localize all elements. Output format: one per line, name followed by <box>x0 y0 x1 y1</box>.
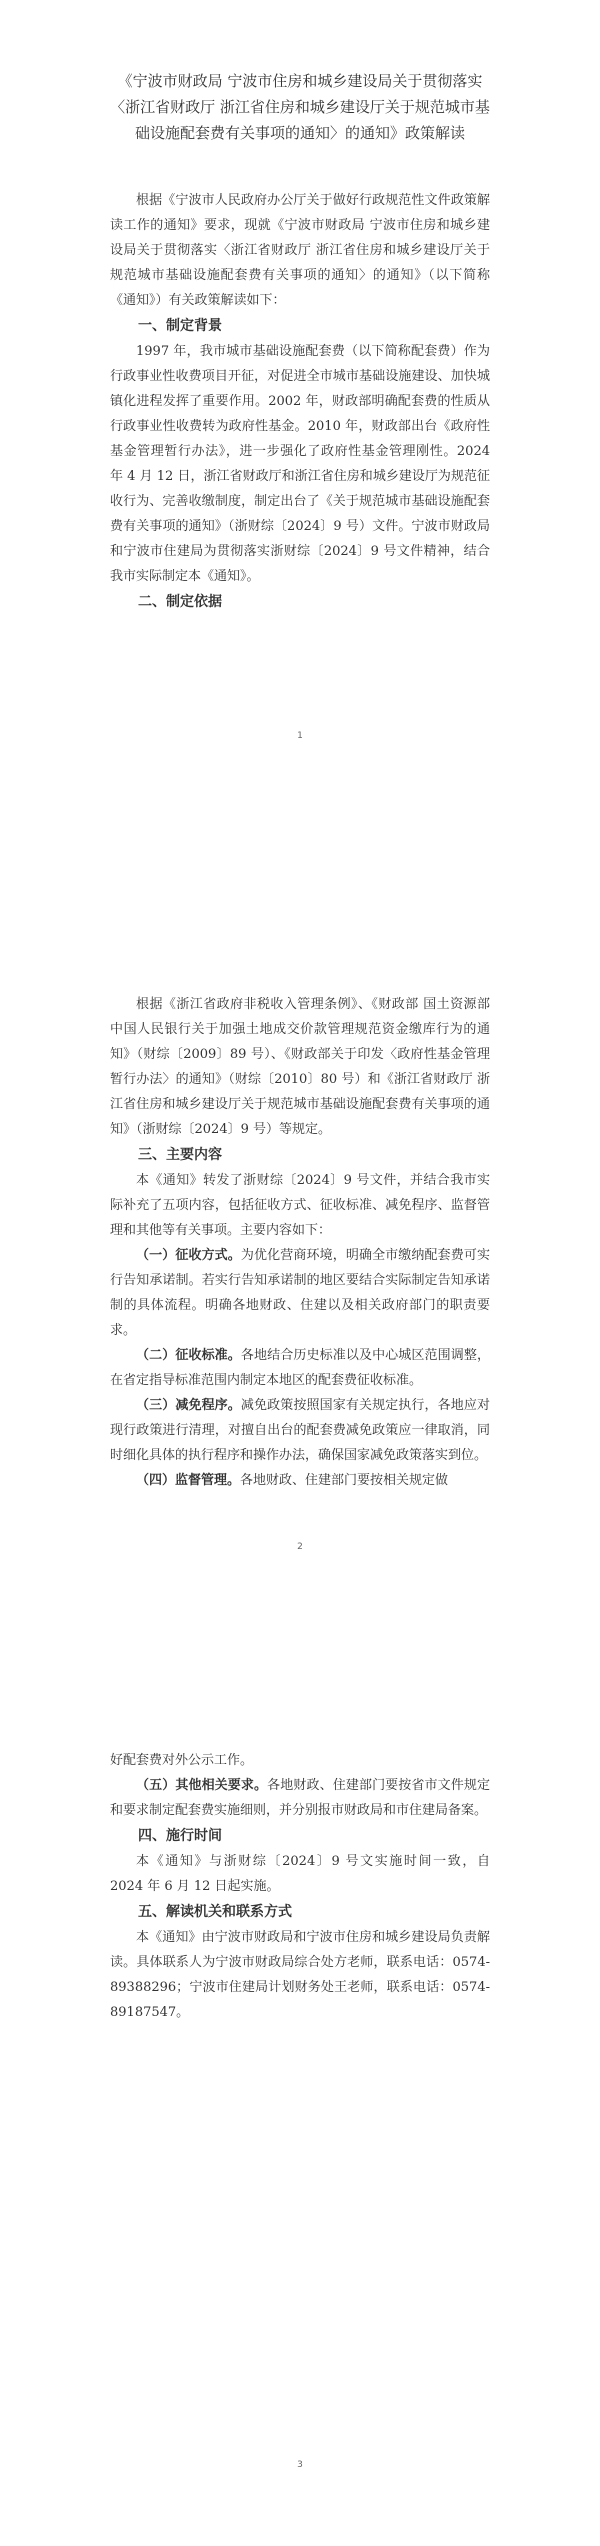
contact-paragraph: 本《通知》由宁波市财政局和宁波市住房和城乡建设局负责解读。具体联系人为宁波市财政局综合处方老师，联系电话：0574-89388296；宁波市住建局计划财务处王老师，联系电话：0574-89187547。 <box>110 1930 490 2020</box>
page-top-margin <box>110 826 490 992</box>
item-collection-method <box>110 1243 490 1343</box>
intro-paragraph: 根据《宁波市人民政府办公厅关于做好行政规范性文件政策解读工作的通知》要求，现就《宁波市财政局 宁波市住房和城乡建设局关于贯彻落实〈浙江省财政厅 浙江省住房和城乡建设厅关于规范城市基础设施配套费有关事项的通知〉的通知》（以下简称《通知》）有关政策解读如下： <box>110 193 490 308</box>
item-title-other-requirements: （五）其他相关要求。 <box>136 1778 268 1793</box>
effective-date-paragraph: 本《通知》与浙财综〔2024〕9 号文实施时间一致，自 2024 年 6 月 12 日起实施。 <box>110 1854 490 1894</box>
document-title: 《宁波市财政局 宁波市住房和城乡建设局关于贯彻落实〈浙江省财政厅 浙江省住房和城乡建设厅关于规范城市基础设施配套费有关事项的通知〉的通知》政策解读 <box>110 72 490 142</box>
section-heading-contact: 五、解读机关和联系方式 <box>138 1904 292 1920</box>
main-content-intro: 本《通知》转发了浙财综〔2024〕9 号文件，并结合我市实际补充了五项内容，包括征收方式、征收标准、减免程序、监督管理和其他等有关事项。主要内容如下： <box>110 1173 490 1238</box>
document-page-3 <box>0 1686 600 2546</box>
section-heading-main-content: 三、主要内容 <box>138 1147 222 1163</box>
page-top-margin <box>110 1686 490 1748</box>
item-collection-standard <box>110 1343 490 1393</box>
item-title-supervision: （四）监督管理。 <box>136 1473 241 1488</box>
item-exemption-procedure <box>110 1393 490 1468</box>
background-paragraph: 1997 年，我市城市基础设施配套费（以下简称配套费）作为行政事业性收费项目开征，对促进全市城市基础设施建设、加快城镇化进程发挥了重要作用。2002 年，财政部明确配套费的性质从行政事业性收费转为政府性基金。2010 年，财政部出台《政府性基金管理暂行办法》，进一步强化了政府性基金管理刚性。2024 年 4 月 12 日，浙江省财政厅和浙江省住房和城乡建设厅为规范征收行为、完善收缴制度，制定出台了《关于规范城市基础设施配套费有关事项的通知》（浙财综〔2024〕9 号）文件。宁波市财政局和宁波市住建局为贯彻落实浙财综〔2024〕9 号文件精神，结合我市实际制定本《通知》。 <box>110 344 490 584</box>
item-supervision <box>110 1468 490 1493</box>
item-text-supervision-part1: 各地财政、住建部门要按相关规定做 <box>240 1473 449 1488</box>
item-title-collection-standard: （二）征收标准。 <box>136 1348 241 1363</box>
item-text-collection-standard: 各地结合历史标准以及中心城区范围调整，在省定指导标准范围内制定本地区的配套费征收标准。 <box>110 1348 490 1388</box>
item-text-supervision-part2: 好配套费对外公示工作。 <box>110 1753 254 1768</box>
item-text-exemption-procedure: 减免政策按照国家有关规定执行，各地应对现行政策进行清理，对擅自出台的配套费减免政策应一律取消，同时细化具体的执行程序和操作办法，确保国家减免政策落实到位。 <box>110 1398 490 1463</box>
item-text-collection-method: 为优化营商环境，明确全市缴纳配套费可实行告知承诺制。若实行告知承诺制的地区要结合实际制定告知承诺制的具体流程。明确各地财政、住建以及相关政府部门的职责要求。 <box>110 1248 490 1338</box>
item-title-exemption-procedure: （三）减免程序。 <box>136 1398 241 1413</box>
item-title-collection-method: （一）征收方式。 <box>136 1248 241 1263</box>
document-page-2 <box>0 826 600 1686</box>
item-other-requirements <box>110 1773 490 1823</box>
page-number-3: 3 <box>297 2460 303 2470</box>
section-heading-effective-date: 四、施行时间 <box>138 1828 222 1844</box>
item-text-other-requirements: 各地财政、住建部门要按省市文件规定和要求制定配套费实施细则，并分别报市财政局和市住建局备案。 <box>110 1778 490 1818</box>
page-number-1: 1 <box>297 731 303 741</box>
document-page-1 <box>0 0 600 826</box>
basis-paragraph: 根据《浙江省政府非税收入管理条例》、《财政部 国土资源部 中国人民银行关于加强土地成交价款管理规范资金缴库行为的通知》（财综〔2009〕89 号）、《财政部关于印发〈政府性基金管理暂行办法〉的通知》（财综〔2010〕80 号）和《浙江省财政厅 浙江省住房和城乡建设厅关于规范城市基础设施配套费有关事项的通知》（浙财综〔2024〕9 号）等规定。 <box>110 997 490 1137</box>
page-number-2: 2 <box>297 1542 303 1552</box>
section-heading-background: 一、制定背景 <box>138 318 222 334</box>
section-heading-basis: 二、制定依据 <box>138 594 222 610</box>
